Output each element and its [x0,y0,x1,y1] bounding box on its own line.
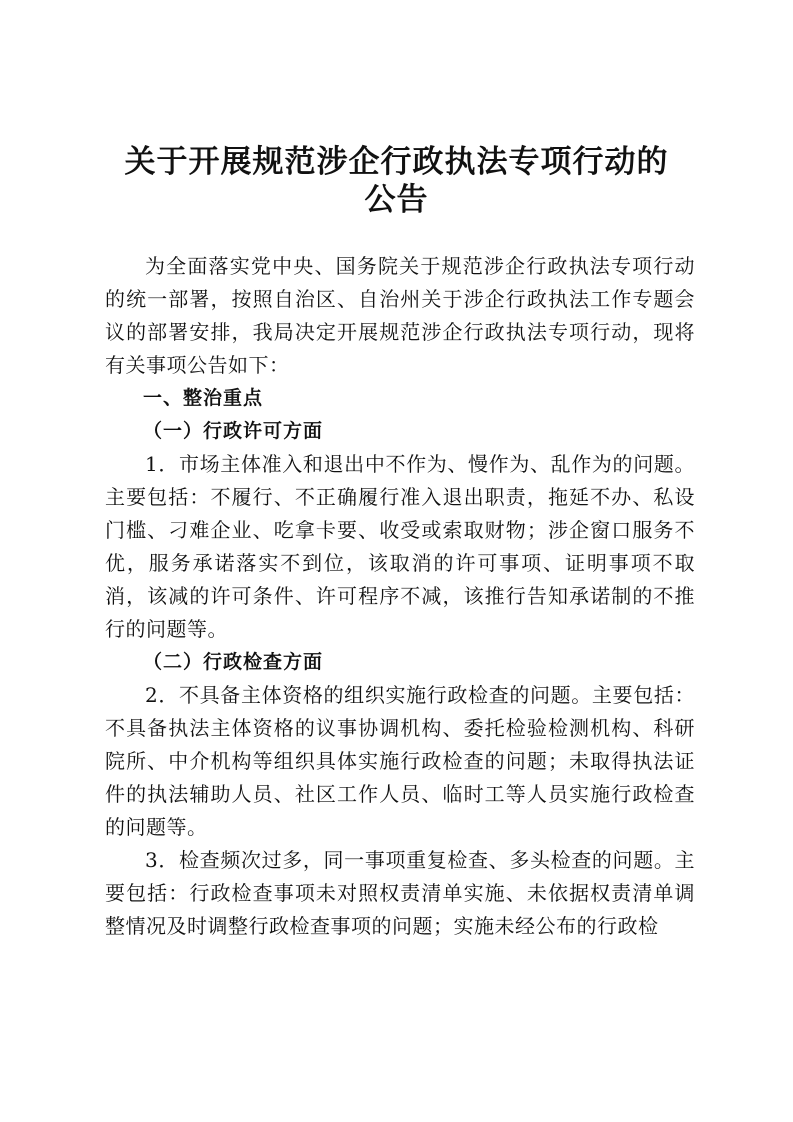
item-1-paragraph: 1．市场主体准入和退出中不作为、慢作为、乱作为的问题。主要包括：不履行、不正确履行准入退出职责，拖延不办、私设门槛、刁难企业、吃拿卡要、收受或索取财物；涉企窗口服务不优，服务承诺落实不到位，该取消的许可事项、证明事项不取消，该减的许可条件、许可程序不减，该推行告知承诺制的不推行的问题等。 [105,452,695,641]
item-2-paragraph: 2．不具备主体资格的组织实施行政检查的问题。主要包括：不具备执法主体资格的议事协调机构、委托检验检测机构、科研院所、中介机构等组织具体实施行政检查的问题；未取得执法证件的执法辅助人员、社区工作人员、临时工等人员实施行政检查的问题等。 [105,683,695,839]
document-title-line1: 关于开展规范涉企行政执法专项行动的 [124,144,669,180]
document-title-line2: 公告 [364,182,429,218]
item-3-paragraph: 3．检查频次过多，同一事项重复检查、多头检查的问题。主要包括：行政检查事项未对照权责清单实施、未依据权责清单调整情况及时调整行政检查事项的问题；实施未经公布的行政检 [105,848,695,938]
document-body [105,250,695,943]
subsection-heading-administrative-licensing: （一）行政许可方面 [143,420,324,442]
intro-paragraph: 为全面落实党中央、国务院关于规范涉企行政执法专项行动的统一部署，按照自治区、自治州关于涉企行政执法工作专题会议的部署安排，我局决定开展规范涉企行政执法专项行动，现将有关事项公告如下： [105,254,695,377]
section-heading-rectification-focus: 一、整治重点 [143,387,264,409]
subsection-heading-administrative-inspection: （二）行政检查方面 [143,651,324,673]
